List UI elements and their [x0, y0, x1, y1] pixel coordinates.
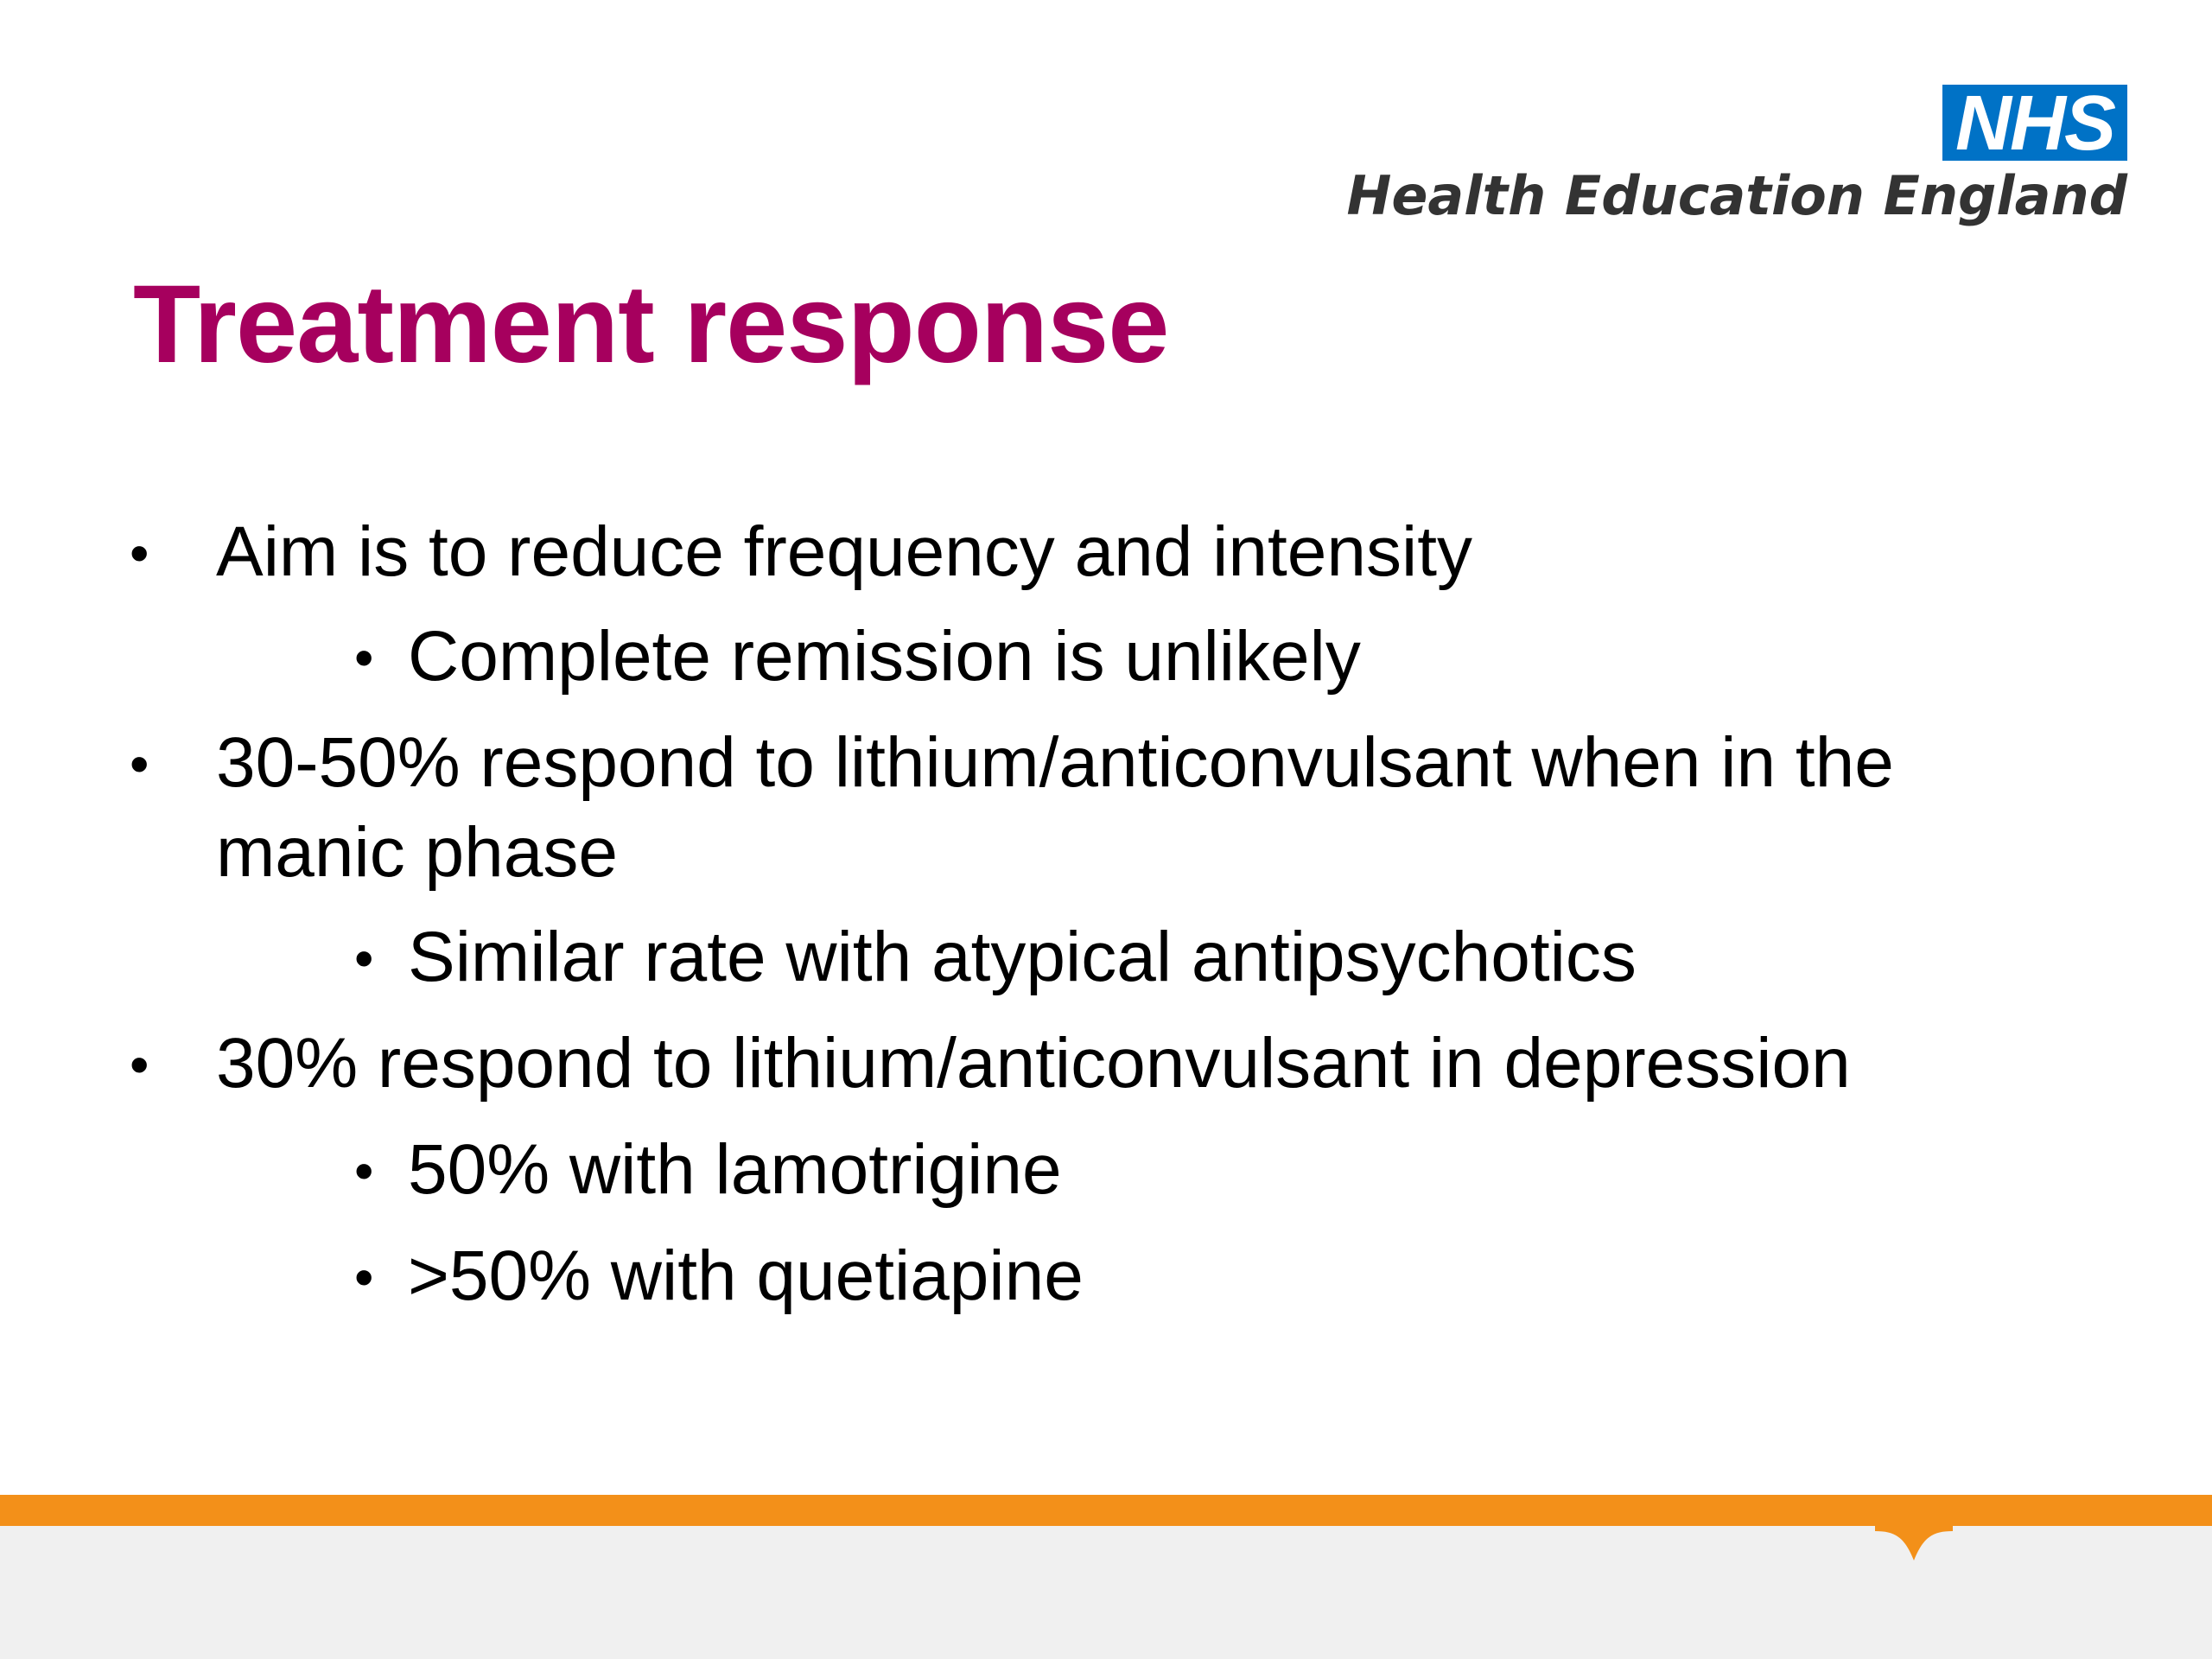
bullet-text: manic phase [216, 813, 618, 892]
bullet-marker: • [354, 927, 374, 989]
bullet-marker: • [354, 1140, 374, 1202]
bullet-text: 30-50% respond to lithium/anticonvulsant when in the [216, 723, 1894, 802]
footer-notch-shape [1875, 1495, 1953, 1564]
bullet-text: 30% respond to lithium/anticonvulsant in depression [216, 1024, 1851, 1103]
bullet-marker: • [130, 733, 149, 795]
bullet-marker: • [130, 522, 149, 584]
bullet-text: >50% with quetiapine [408, 1236, 1084, 1315]
bullet-marker: • [354, 1246, 374, 1308]
organisation-name: Health Education England [1346, 164, 2127, 227]
bullet-text: Complete remission is unlikely [408, 617, 1361, 696]
bullet-text: Aim is to reduce frequency and intensity [216, 512, 1472, 591]
nhs-badge-text: NHS [1955, 80, 2115, 167]
bullet-text: 50% with lamotrigine [408, 1130, 1062, 1209]
bullet-marker: • [354, 626, 374, 689]
bullet-text: Similar rate with atypical antipsychotics [408, 918, 1637, 996]
bullet-marker: • [130, 1033, 149, 1096]
slide-title: Treatment response [133, 263, 1169, 386]
